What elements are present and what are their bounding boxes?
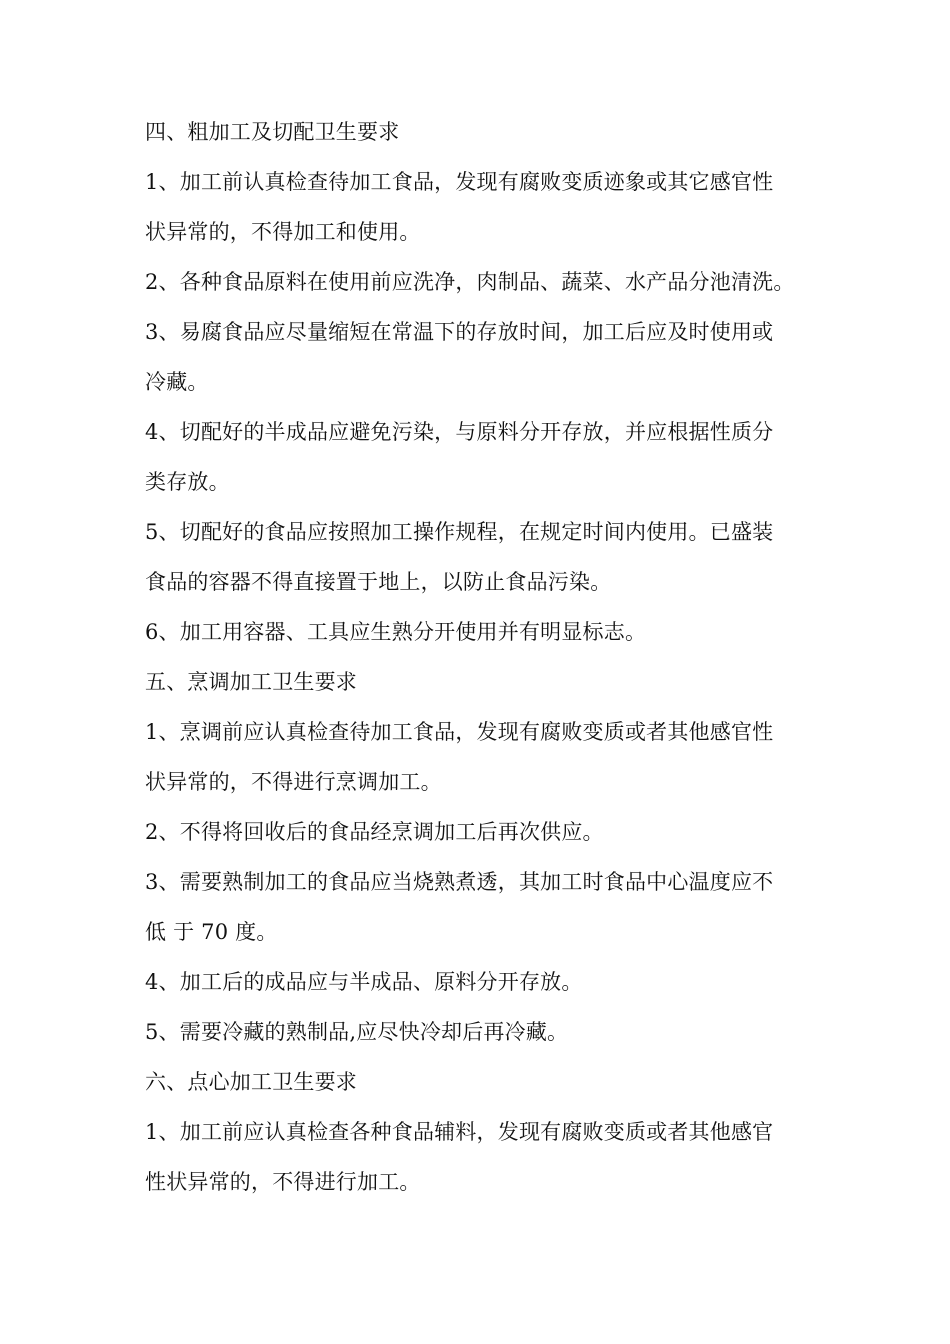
section-heading: 五、烹调加工卫生要求 bbox=[145, 670, 357, 694]
paragraph-line: 食品的容器不得直接置于地上，以防止食品污染。 bbox=[145, 570, 612, 594]
paragraph-line: 2、不得将回收后的食品经烹调加工后再次供应。 bbox=[145, 820, 604, 844]
paragraph-line: 冷藏。 bbox=[145, 370, 209, 394]
paragraph-line: 6、加工用容器、工具应生熟分开使用并有明显标志。 bbox=[145, 620, 647, 644]
paragraph-line: 类存放。 bbox=[145, 470, 230, 494]
paragraph-line: 5、切配好的食品应按照加工操作规程，在规定时间内使用。已盛装 bbox=[145, 520, 774, 544]
paragraph-line: 3、需要熟制加工的食品应当烧熟煮透，其加工时食品中心温度应不 bbox=[145, 870, 774, 894]
document-body bbox=[145, 107, 815, 1207]
paragraph-line: 低 于 70 度。 bbox=[145, 920, 278, 944]
paragraph-line: 4、切配好的半成品应避免污染，与原料分开存放，并应根据性质分 bbox=[145, 420, 774, 444]
paragraph-line: 3、易腐食品应尽量缩短在常温下的存放时间，加工后应及时使用或 bbox=[145, 320, 774, 344]
paragraph-line: 1、加工前认真检查待加工食品，发现有腐败变质迹象或其它感官性 bbox=[145, 170, 774, 194]
paragraph-line: 性状异常的，不得进行加工。 bbox=[145, 1170, 421, 1194]
paragraph-line: 1、加工前应认真检查各种食品辅料，发现有腐败变质或者其他感官 bbox=[145, 1120, 774, 1144]
paragraph-line: 状异常的，不得加工和使用。 bbox=[145, 220, 421, 244]
section-heading: 四、粗加工及切配卫生要求 bbox=[145, 120, 400, 144]
paragraph-line: 1、烹调前应认真检查待加工食品，发现有腐败变质或者其他感官性 bbox=[145, 720, 774, 744]
paragraph-line: 5、需要冷藏的熟制品,应尽快冷却后再冷藏。 bbox=[145, 1020, 569, 1044]
paragraph-line: 状异常的，不得进行烹调加工。 bbox=[145, 770, 442, 794]
section-heading: 六、点心加工卫生要求 bbox=[145, 1070, 357, 1094]
paragraph-line: 2、各种食品原料在使用前应洗净，肉制品、蔬菜、水产品分池清洗。 bbox=[145, 270, 795, 294]
paragraph-line: 4、加工后的成品应与半成品、原料分开存放。 bbox=[145, 970, 583, 994]
